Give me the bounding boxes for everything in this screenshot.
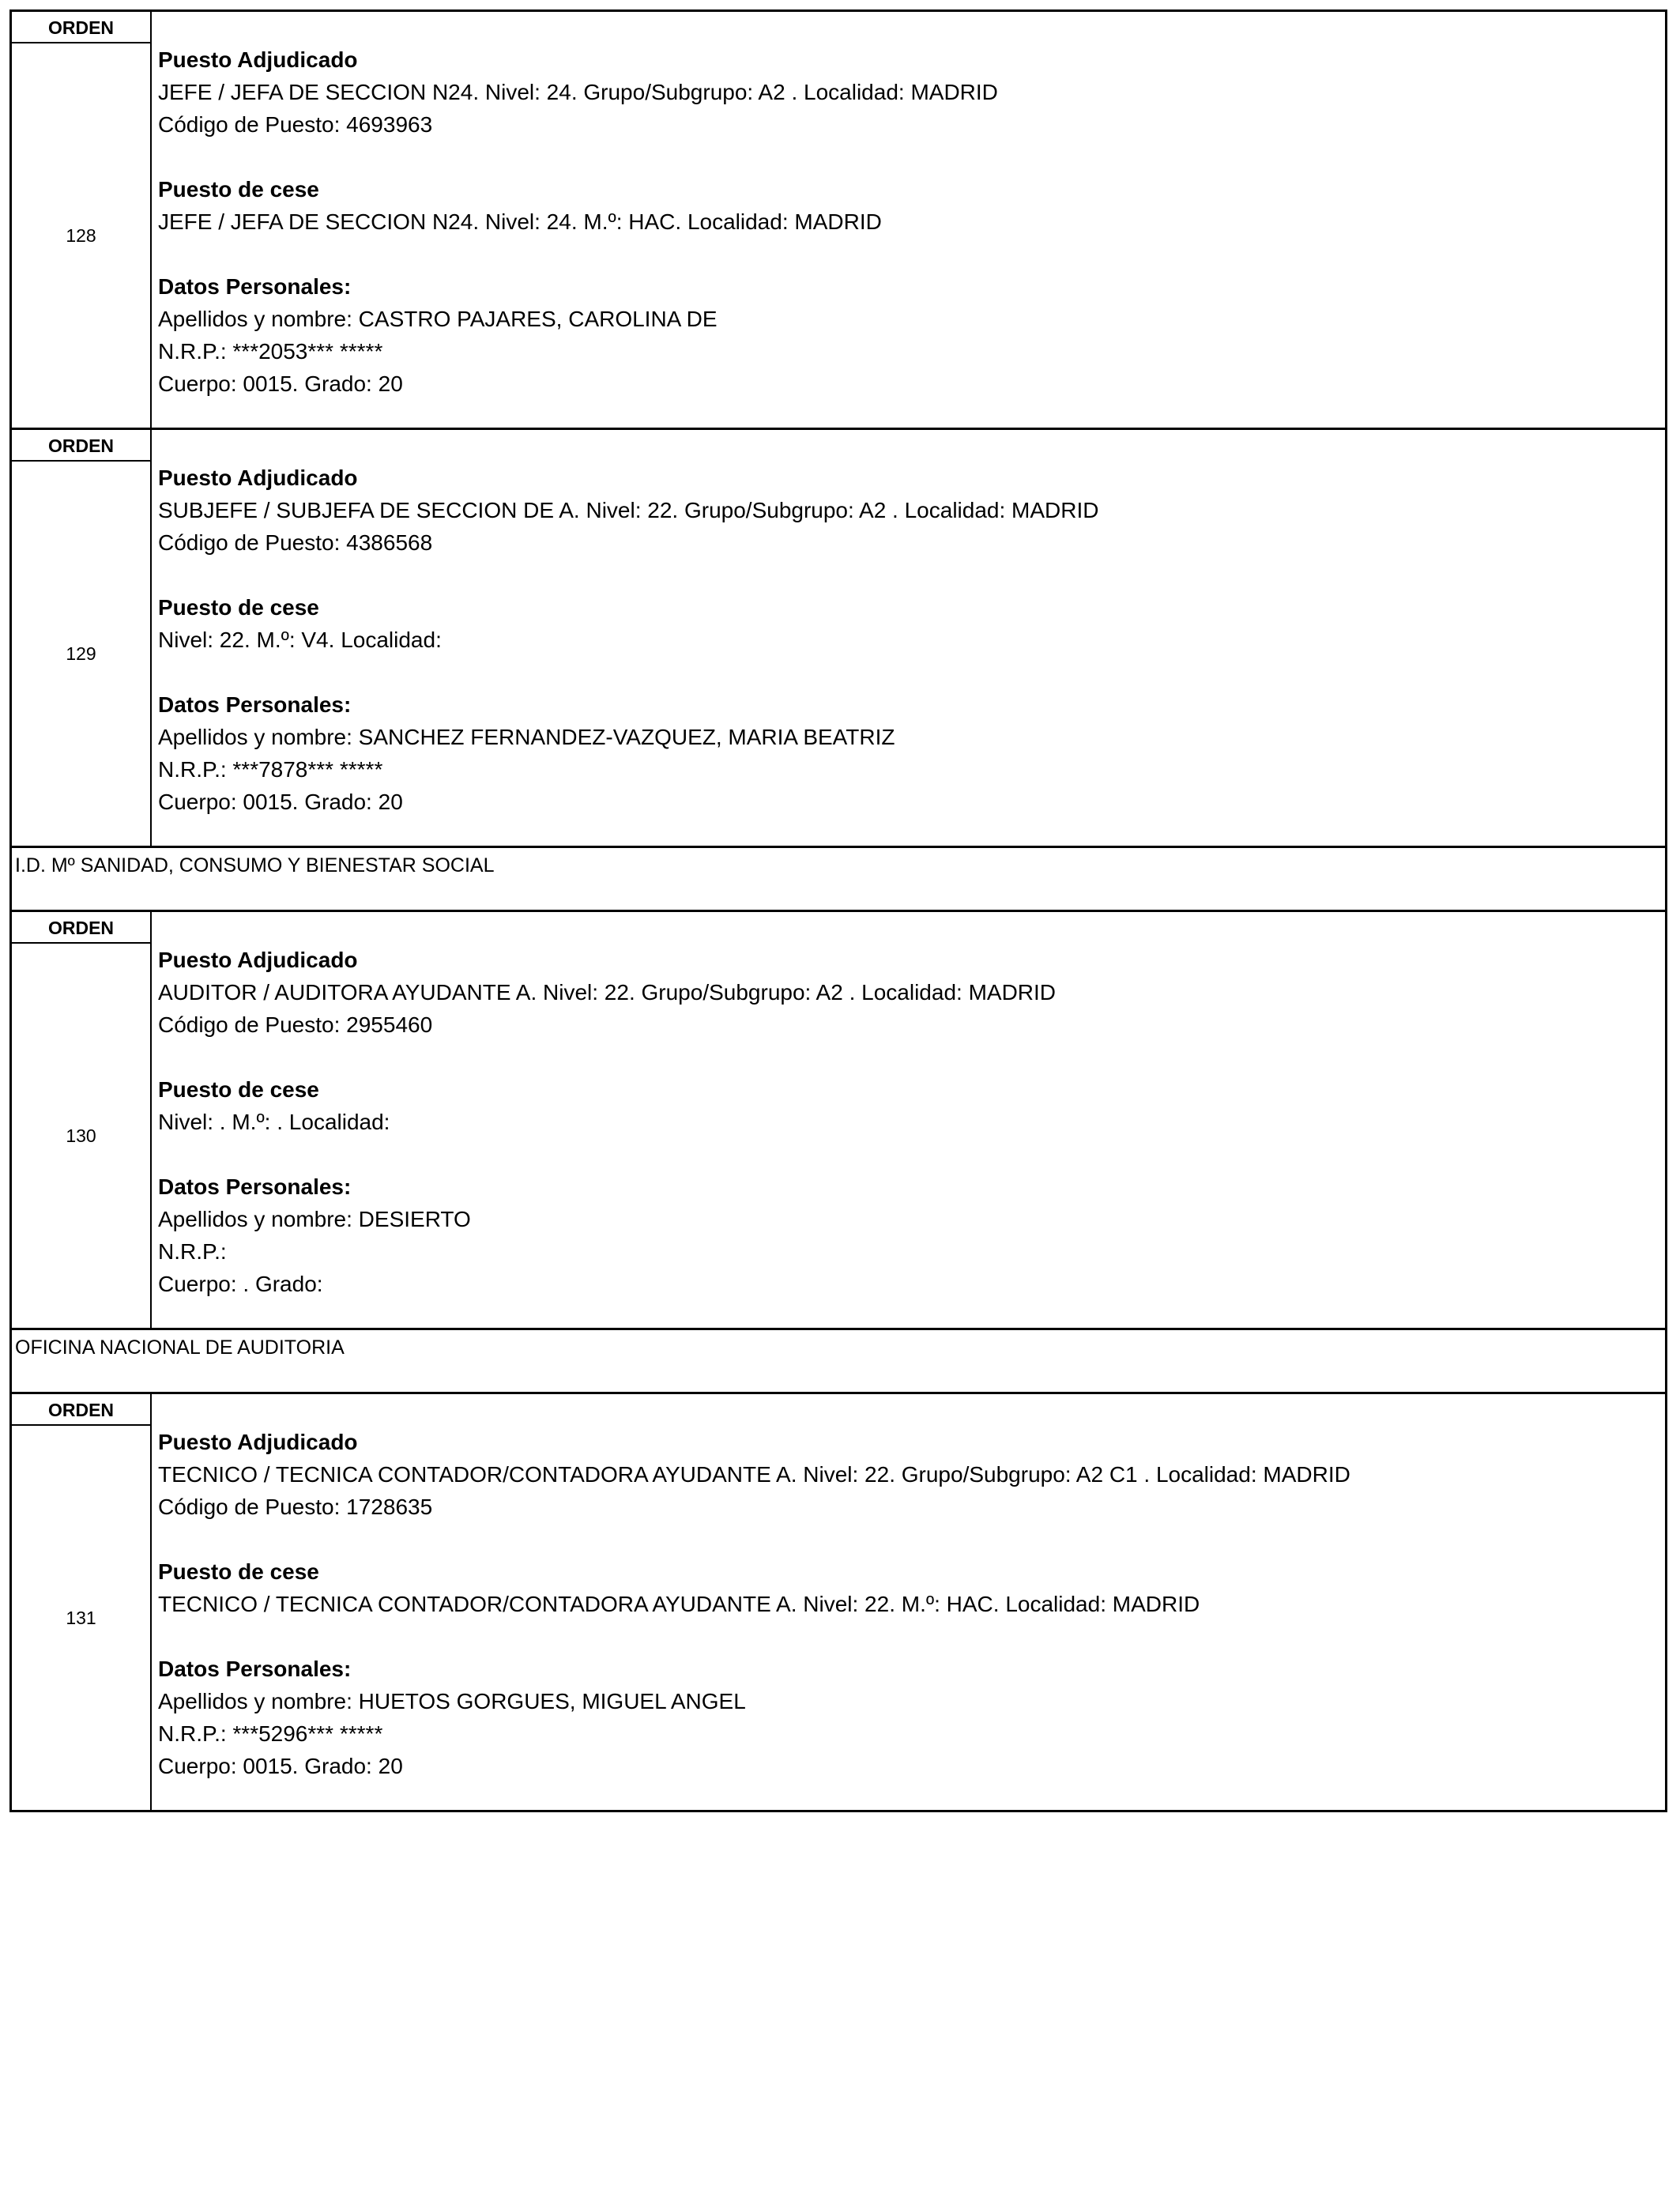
- orden-column: [12, 1394, 152, 1810]
- orden-header: ORDEN: [12, 12, 150, 43]
- orden-header: ORDEN: [12, 912, 150, 944]
- orden-header: ORDEN: [12, 1394, 150, 1426]
- puesto-adjudicado-desc: TECNICO / TECNICA CONTADOR/CONTADORA AYUDANTE A. Nivel: 22. Grupo/Subgrupo: A2 C1 . Localidad: MADRID: [158, 1462, 1350, 1487]
- record-128: [9, 9, 1667, 430]
- orden-number: 128: [66, 224, 96, 246]
- codigo-puesto: Código de Puesto: 4386568: [158, 530, 433, 555]
- puesto-adjudicado-desc: JEFE / JEFA DE SECCION N24. Nivel: 24. Grupo/Subgrupo: A2 . Localidad: MADRID: [158, 80, 998, 104]
- orden-column: [12, 430, 152, 846]
- record-content: [158, 462, 1657, 818]
- puesto-cese-heading: Puesto de cese: [158, 595, 319, 620]
- section-header-auditoria: [9, 1328, 1667, 1394]
- datos-personales-heading: Datos Personales:: [158, 692, 352, 717]
- nrp: N.R.P.:: [158, 1239, 227, 1264]
- record-content: [158, 43, 1657, 400]
- puesto-adjudicado-heading: Puesto Adjudicado: [158, 1430, 358, 1454]
- section-header-sanidad: [9, 846, 1667, 912]
- datos-personales-heading: Datos Personales:: [158, 1174, 352, 1199]
- apellidos-nombre: Apellidos y nombre: DESIERTO: [158, 1207, 471, 1231]
- apellidos-nombre: Apellidos y nombre: SANCHEZ FERNANDEZ-VAZQUEZ, MARIA BEATRIZ: [158, 725, 895, 749]
- section-title: I.D. Mº SANIDAD, CONSUMO Y BIENESTAR SOCIAL: [15, 854, 495, 876]
- codigo-puesto: Código de Puesto: 2955460: [158, 1012, 433, 1037]
- puesto-cese-heading: Puesto de cese: [158, 177, 319, 202]
- orden-header: ORDEN: [12, 430, 150, 462]
- puesto-cese-desc: Nivel: . M.º: . Localidad:: [158, 1110, 390, 1134]
- record-130: [9, 910, 1667, 1330]
- datos-personales-heading: Datos Personales:: [158, 1657, 352, 1681]
- orden-number: 131: [66, 1607, 96, 1628]
- puesto-adjudicado-heading: Puesto Adjudicado: [158, 466, 358, 490]
- nrp: N.R.P.: ***2053*** *****: [158, 339, 383, 364]
- apellidos-nombre: Apellidos y nombre: HUETOS GORGUES, MIGUEL ANGEL: [158, 1689, 746, 1713]
- orden-column: [12, 12, 152, 428]
- puesto-cese-desc: JEFE / JEFA DE SECCION N24. Nivel: 24. M.º: HAC. Localidad: MADRID: [158, 209, 882, 234]
- nrp: N.R.P.: ***7878*** *****: [158, 757, 383, 782]
- cuerpo-grado: Cuerpo: 0015. Grado: 20: [158, 1754, 403, 1778]
- orden-column: [12, 912, 152, 1328]
- codigo-puesto: Código de Puesto: 4693963: [158, 112, 433, 137]
- record-131: [9, 1392, 1667, 1812]
- record-content: [158, 1426, 1657, 1782]
- nrp: N.R.P.: ***5296*** *****: [158, 1721, 383, 1746]
- puesto-cese-desc: TECNICO / TECNICA CONTADOR/CONTADORA AYUDANTE A. Nivel: 22. M.º: HAC. Localidad: MADRID: [158, 1592, 1200, 1616]
- puesto-cese-desc: Nivel: 22. M.º: V4. Localidad:: [158, 628, 442, 652]
- orden-number: 129: [66, 643, 96, 664]
- puesto-adjudicado-heading: Puesto Adjudicado: [158, 948, 358, 972]
- record-129: [9, 428, 1667, 848]
- record-content: [158, 944, 1657, 1300]
- orden-number: 130: [66, 1125, 96, 1146]
- puesto-cese-heading: Puesto de cese: [158, 1077, 319, 1102]
- puesto-adjudicado-desc: AUDITOR / AUDITORA AYUDANTE A. Nivel: 22. Grupo/Subgrupo: A2 . Localidad: MADRID: [158, 980, 1057, 1005]
- puesto-adjudicado-desc: SUBJEFE / SUBJEFA DE SECCION DE A. Nivel: 22. Grupo/Subgrupo: A2 . Localidad: MADRID: [158, 498, 1099, 522]
- datos-personales-heading: Datos Personales:: [158, 274, 352, 299]
- apellidos-nombre: Apellidos y nombre: CASTRO PAJARES, CAROLINA DE: [158, 307, 718, 331]
- puesto-adjudicado-heading: Puesto Adjudicado: [158, 47, 358, 72]
- puesto-cese-heading: Puesto de cese: [158, 1559, 319, 1584]
- section-title: OFICINA NACIONAL DE AUDITORIA: [15, 1336, 345, 1359]
- document-table: [9, 9, 1667, 1812]
- cuerpo-grado: Cuerpo: . Grado:: [158, 1272, 323, 1296]
- cuerpo-grado: Cuerpo: 0015. Grado: 20: [158, 790, 403, 814]
- cuerpo-grado: Cuerpo: 0015. Grado: 20: [158, 371, 403, 396]
- codigo-puesto: Código de Puesto: 1728635: [158, 1495, 433, 1519]
